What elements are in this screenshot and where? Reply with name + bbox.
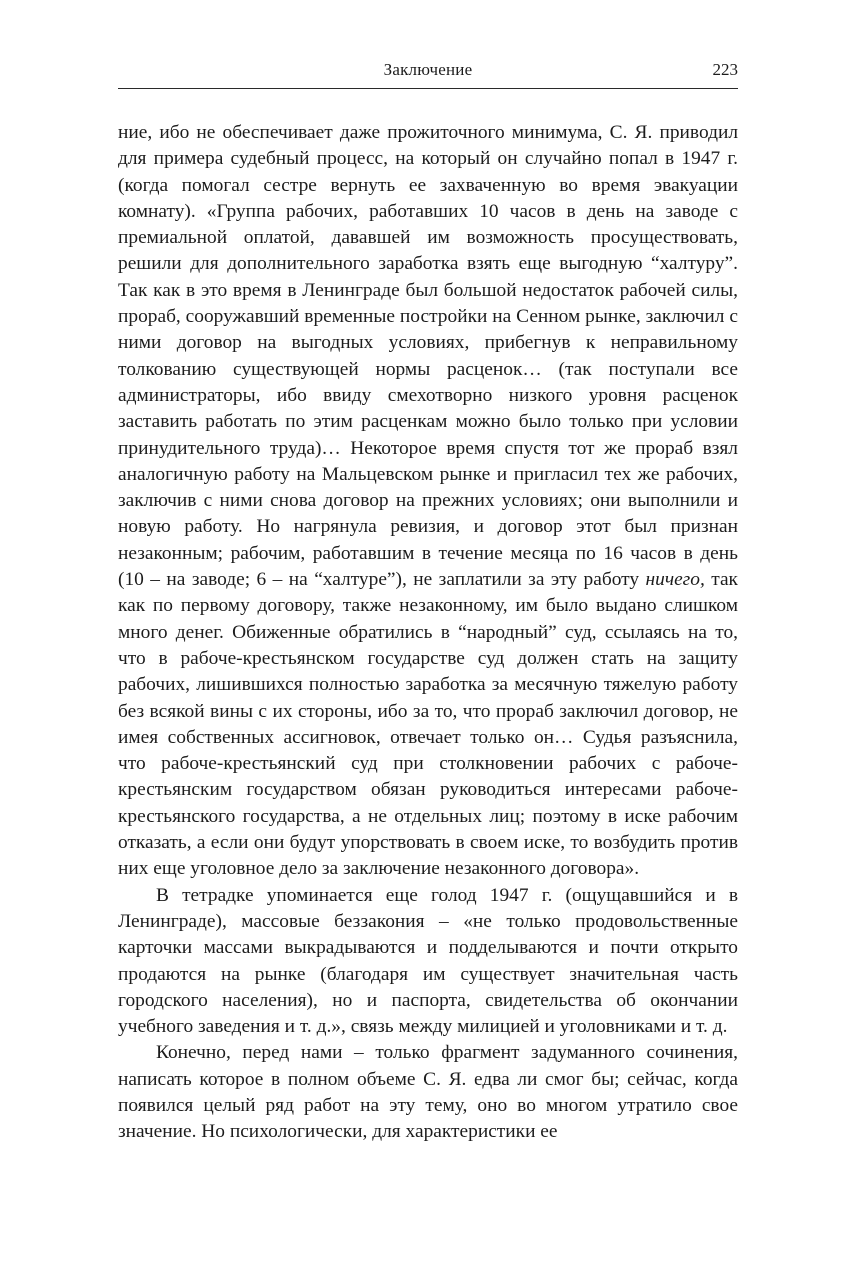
paragraph-1-italic-word: ничего,: [645, 569, 705, 591]
paragraph-1-text-b: так как по первому договору, также незаконному, им было выдано слишком много денег. Обиженные обратились в “народный” суд, ссылаясь на то, что в рабоче-крестьянском государстве суд должен стать на защиту рабочих, лишившихся полностью заработка за месячную тяжелую работу без всякой вины с их стороны, ибо за то, что прораб заключил договор, не имея собственных ассигновок, отвечает только он… Судья разъяснила, что рабоче-крестьянский суд при столкновении рабочих с рабоче-крестьянским государством обязан руководиться интересами рабоче-крестьянского государства, а не отдельных лиц; поэтому в иске рабочим отказать, а если они будут упорствовать в своем иске, то возбудить против них еще уголовное дело за заключение незаконного договора».: [118, 569, 738, 880]
paragraph-3: Конечно, перед нами – только фрагмент задуманного сочинения, написать которое в полном объеме С. Я. едва ли смог бы; сейчас, когда появился целый ряд работ на эту тему, оно во многом утратило свое значение. Но психологически, для характеристики ее: [118, 1042, 738, 1143]
paragraph-1: [118, 120, 738, 883]
page-number: 223: [712, 60, 738, 79]
paragraph-2: В тетрадке упоминается еще голод 1947 г. (ощущавшийся и в Ленинграде), массовые беззакония – «не только продовольственные карточки массами выкрадываются и подделываются и почти открыто продаются на рынке (благодаря им существует значительная часть городского населения), но и паспорта, свидетельства об окончании учебного заведения и т. д.», связь между милицией и уголовниками и т. д.: [118, 884, 738, 1038]
paragraph-1-text-a: ние, ибо не обеспечивает даже прожиточного минимума, С. Я. приводил для примера судебный процесс, на который он случайно попал в 1947 г. (когда помогал сестре вернуть ее захваченную во время эвакуации комнату). «Группа рабочих, работавших 10 часов в день на заводе с премиальной оплатой, дававшей им возможность просуществовать, решили для дополнительного заработка взять еще выгодную “халтуру”. Так как в это время в Ленинграде был большой недостаток рабочей силы, прораб, сооружавший временные постройки на Сенном рынке, заключил с ними договор на выгодных условиях, прибегнув к неправильному толкованию существующей нормы расценок… (так поступали все администраторы, ибо ввиду смехотворно низкого уровня расценок заставить работать по этим расценкам можно было только при условии принудительного труда)… Некоторое время спустя тот же прораб взял аналогичную работу на Мальцевском рынке и пригласил тех же рабочих, заключив с ними снова договор на прежних условиях; они выполнили и новую работу. Но нагрянула ревизия, и договор этот был признан незаконным; рабочим, работавшим в течение месяца по 16 часов в день (10 – на заводе; 6 – на “халтуре”), не заплатили за эту работу: [118, 122, 738, 591]
running-title: Заключение: [383, 60, 473, 79]
text-body: [118, 120, 738, 1146]
page-header: [118, 58, 738, 89]
